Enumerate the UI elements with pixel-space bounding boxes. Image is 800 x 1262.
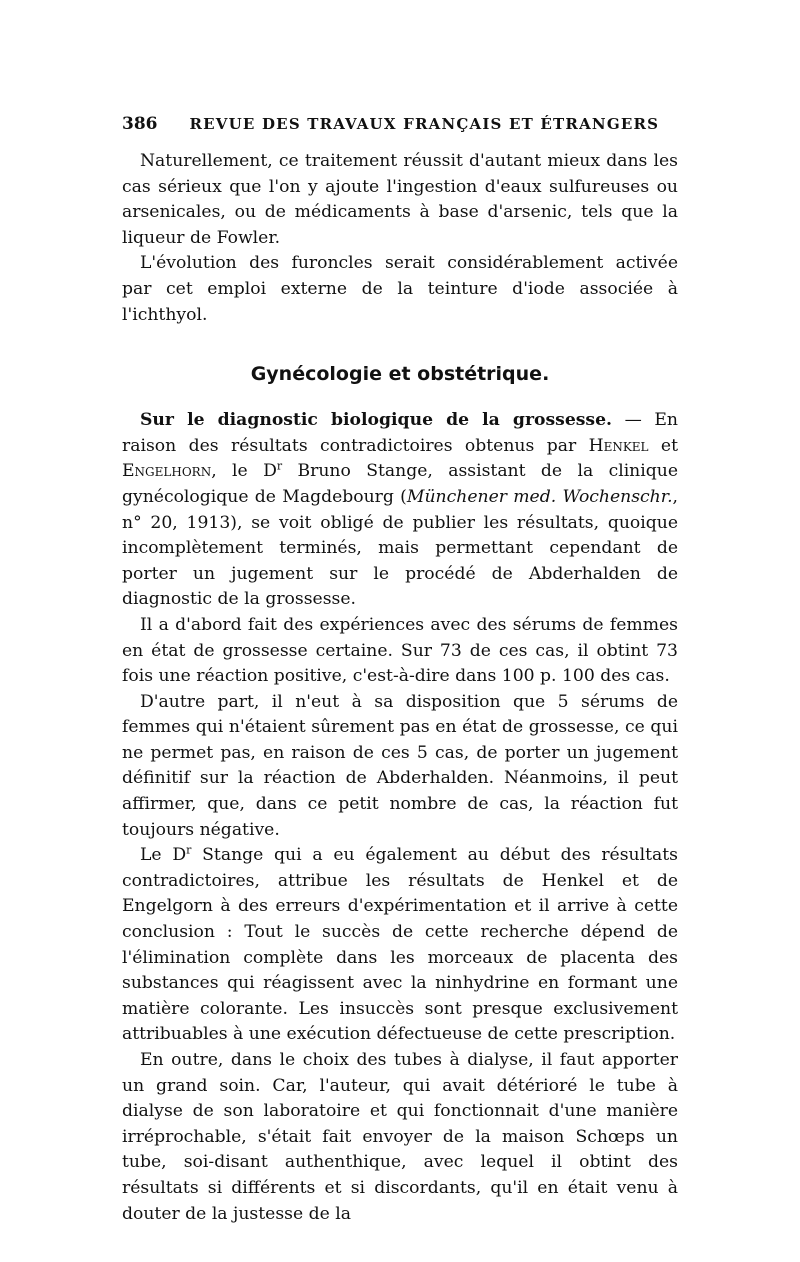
author-name: Engelhorn — [122, 461, 212, 482]
paragraph-lead-heading: Sur le diagnostic biologique de la grossesse. — [140, 410, 613, 431]
title-superscript: r — [186, 843, 192, 857]
journal-title: Münchener med. Wochenschr. — [406, 486, 673, 507]
section-title: Gynécologie et obstétrique. — [250, 363, 550, 386]
paragraph-text: , le D — [211, 461, 277, 482]
paragraph-experiments: Il a d'abord fait des expériences avec des sérums de femmes en état de grossesse certaine. Sur 73 de ces cas, il obtint 73 fois une réaction positive, c'est-à-dire dans 100 p. 100 des cas. — [122, 614, 678, 687]
paragraph-negative-cases: D'autre part, il n'eut à sa disposition que 5 sérums de femmes qui n'étaient sûrement pas en état de grossesse, ce qui ne permet pas, en raison de ces 5 cas, de porter un jugement définitif sur la réaction de Abderhalden. Néanmoins, il peut affirmer, que, dans ce petit nombre de cas, la réaction fut toujours négative. — [122, 691, 678, 840]
paragraph-diagnostic — [122, 408, 678, 613]
author-name: Henkel — [588, 435, 649, 456]
paragraph-dialysis-tubes: En outre, dans le choix des tubes à dialyse, il faut apporter un grand soin. Car, l'auteur, qui avait détérioré le tube à dialyse de son laboratoire et qui fonctionnait d'une manière irréprochable, s'était fait envoyer de la maison Schœps un tube, soi-disant authenthique, avec lequel il obtint des résultats si différents et si discordants, qu'il en était venu à douter de la justesse de la — [122, 1050, 678, 1224]
paragraph-text: Bruno Stange, assistant de la clinique gynécologique de Magdebourg ( — [122, 461, 678, 507]
paragraph-stange-conclusion — [122, 843, 678, 1048]
body-text — [122, 149, 678, 1227]
paragraph-text: Le D — [140, 845, 187, 866]
running-title: REVUE DES TRAVAUX FRANÇAIS ET ÉTRANGERS — [189, 115, 660, 133]
paragraph-treatment: Naturellement, ce traitement réussit d'autant mieux dans les cas sérieux que l'on y ajoute l'ingestion d'eaux sulfureuses ou arsenicales, ou de médicaments à base d'arsenic, tels que la liqueur de Fowler. — [122, 151, 678, 248]
paragraph-text: , n° 20, 1913), se voit obligé de publier les résultats, quoique incomplètement terminés, mais permettant cependant de porter un jugement sur le procédé de Abderhalden de diagnostic de la grossesse. — [122, 486, 678, 610]
running-header — [122, 114, 682, 138]
paragraph-text: et — [648, 435, 679, 456]
title-superscript: r — [276, 459, 283, 473]
paragraph-text: Stange qui a eu également au début des résultats contradictoires, attribue les résultats de Henkel et de Engelgorn à des erreurs d'expérimentation et il arrive à cette conclusion : Tout le succès de cette recherche dépend de l'élimination complète dans les morceaux de placenta des substances qui réagissent avec la ninhydrine en formant une matière colorante. Les insuccès sont presque exclusivement attribuables à une exécution défectueuse de cette prescription. — [122, 845, 678, 1045]
page-number: 386 — [122, 114, 158, 134]
paragraph-furuncles: L'évolution des furoncles serait considérablement activée par cet emploi externe de la teinture d'iode associée à l'ichthyol. — [122, 253, 678, 325]
paragraph-text: — En raison des résultats contradictoires obtenus par — [122, 410, 678, 456]
